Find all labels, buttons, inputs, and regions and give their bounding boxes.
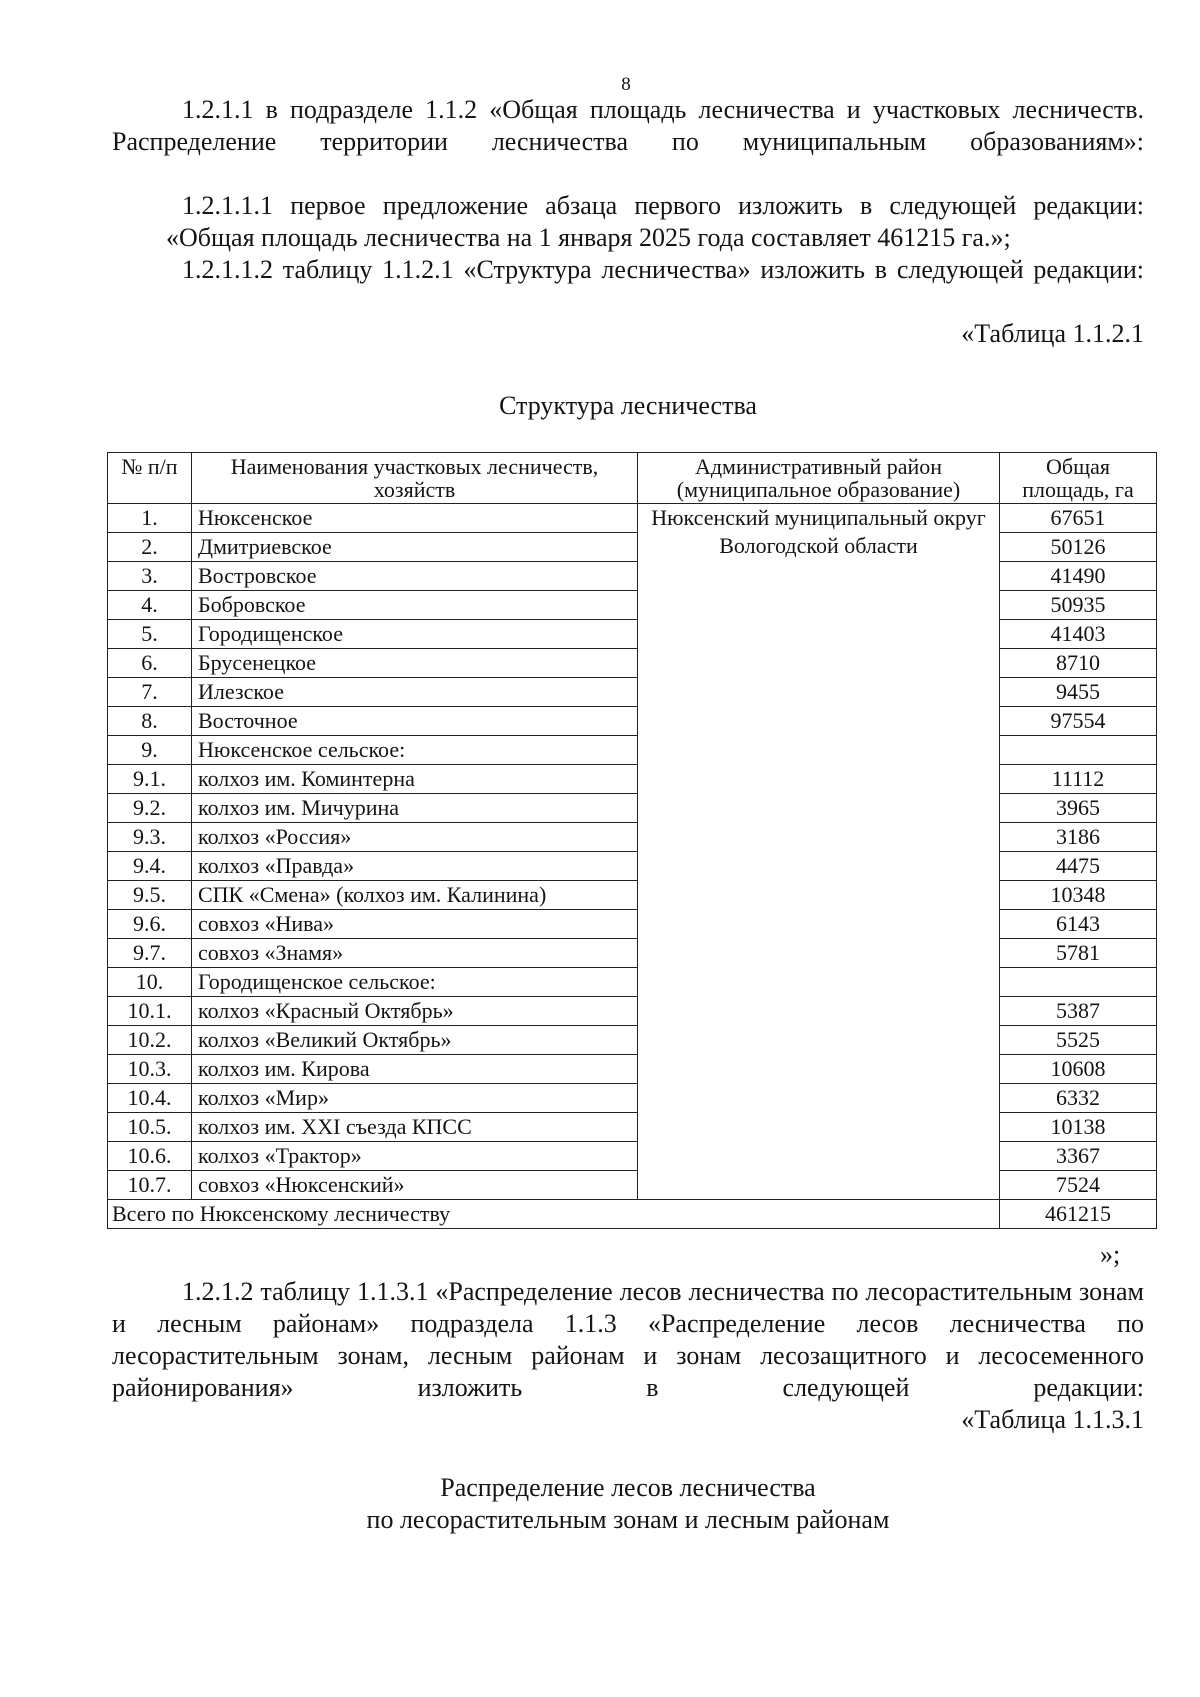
row-area: 10138: [1000, 1113, 1157, 1142]
row-num: 9.5.: [108, 881, 192, 910]
row-name: Бобровское: [192, 591, 638, 620]
row-num: 5.: [108, 620, 192, 649]
row-num: 3.: [108, 562, 192, 591]
total-label: Всего по Нюксенскому лесничеству: [108, 1200, 1000, 1229]
header-num: № п/п: [108, 453, 192, 504]
table-row: [108, 591, 1157, 620]
table-row: [108, 881, 1157, 910]
row-num: 1.: [108, 504, 192, 533]
row-name: колхоз «Мир»: [192, 1084, 638, 1113]
row-num: 10.1.: [108, 997, 192, 1026]
table-row: [108, 620, 1157, 649]
row-num: 9.7.: [108, 939, 192, 968]
header-district: Административный район (муниципальное образование): [638, 453, 1000, 504]
row-area: 10348: [1000, 881, 1157, 910]
row-name: совхоз «Нюксенский»: [192, 1171, 638, 1200]
row-area: [1000, 968, 1157, 997]
header-area: Общая площадь, га: [1000, 453, 1157, 504]
table-2-label: «Таблица 1.1.3.1: [961, 1405, 1144, 1434]
row-num: 9.4.: [108, 852, 192, 881]
row-area: 50126: [1000, 533, 1157, 562]
row-area: 50935: [1000, 591, 1157, 620]
row-name: Городищенское сельское:: [192, 968, 638, 997]
row-area: 4475: [1000, 852, 1157, 881]
row-num: 9.1.: [108, 765, 192, 794]
row-area: 3186: [1000, 823, 1157, 852]
row-name: Дмитриевское: [192, 533, 638, 562]
row-area: 5387: [1000, 997, 1157, 1026]
paragraph-1-2-1-1: 1.2.1.1 в подразделе 1.1.2 «Общая площадь лесничества и участковых лесничеств. Распределение территории лесничества по муниципальным образованиям»:: [112, 95, 1144, 156]
row-area: 5781: [1000, 939, 1157, 968]
table-row: [108, 678, 1157, 707]
paragraph-1-2-1-2: 1.2.1.2 таблицу 1.1.3.1 «Распределение лесов лесничества по лесорастительным зонам и лесным районам» подраздела 1.1.3 «Распределение лесов лесничества по лесорастительным зонам, лесным районам и зонам лесозащитного и лесосеменного районирования» изложить в следующей редакции:: [112, 1277, 1144, 1402]
table-1-label: «Таблица 1.1.2.1: [961, 319, 1144, 348]
table-row: [108, 649, 1157, 678]
row-area: 41403: [1000, 620, 1157, 649]
row-area: 41490: [1000, 562, 1157, 591]
row-num: 10.6.: [108, 1142, 192, 1171]
row-name: СПК «Смена» (колхоз им. Калинина): [192, 881, 638, 910]
row-name: колхоз «Красный Октябрь»: [192, 997, 638, 1026]
table-1-closing-quote: »;: [1100, 1240, 1121, 1269]
row-area: 8710: [1000, 649, 1157, 678]
row-num: 10.: [108, 968, 192, 997]
row-area: 3367: [1000, 1142, 1157, 1171]
table-header-row: [108, 453, 1157, 504]
table-row: [108, 939, 1157, 968]
table-row: [108, 504, 1157, 533]
table-row: [108, 765, 1157, 794]
table-row: [108, 1113, 1157, 1142]
row-num: 10.3.: [108, 1055, 192, 1084]
row-num: 9.3.: [108, 823, 192, 852]
row-area: [1000, 736, 1157, 765]
table-row: [108, 707, 1157, 736]
row-name: колхоз «Правда»: [192, 852, 638, 881]
table-row: [108, 1026, 1157, 1055]
table-row: [108, 997, 1157, 1026]
row-area: 7524: [1000, 1171, 1157, 1200]
row-num: 10.4.: [108, 1084, 192, 1113]
row-num: 2.: [108, 533, 192, 562]
table-row: [108, 794, 1157, 823]
row-name: Брусенецкое: [192, 649, 638, 678]
row-area: 9455: [1000, 678, 1157, 707]
table-row: [108, 852, 1157, 881]
paragraph-1-2-1-1-2: 1.2.1.1.2 таблицу 1.1.2.1 «Структура лесничества» изложить в следующей редакции:: [182, 255, 1144, 284]
table-row: [108, 1171, 1157, 1200]
table-total-row: [108, 1200, 1157, 1229]
row-num: 6.: [108, 649, 192, 678]
row-name: Илезское: [192, 678, 638, 707]
row-num: 9.2.: [108, 794, 192, 823]
table-row: [108, 910, 1157, 939]
row-num: 10.5.: [108, 1113, 192, 1142]
page-number: 8: [621, 74, 631, 95]
paragraph-quote-area: «Общая площадь лесничества на 1 января 2025 года составляет 461215 га.»;: [166, 223, 1011, 252]
table-row: [108, 968, 1157, 997]
row-area: 3965: [1000, 794, 1157, 823]
table-2-title-line-2: по лесорастительным зонам и лесным районам: [366, 1505, 890, 1534]
row-name: совхоз «Нива»: [192, 910, 638, 939]
table-row: [108, 1142, 1157, 1171]
row-num: 9.6.: [108, 910, 192, 939]
row-area: 5525: [1000, 1026, 1157, 1055]
row-area: 6332: [1000, 1084, 1157, 1113]
table-row: [108, 533, 1157, 562]
row-num: 9.: [108, 736, 192, 765]
row-area: 97554: [1000, 707, 1157, 736]
total-area: 461215: [1000, 1200, 1157, 1229]
header-name: Наименования участковых лесничеств, хозяйств: [192, 453, 638, 504]
row-name: совхоз «Знамя»: [192, 939, 638, 968]
row-name: Нюксенское: [192, 504, 638, 533]
row-name: колхоз им. Кирова: [192, 1055, 638, 1084]
row-num: 10.7.: [108, 1171, 192, 1200]
table-row: [108, 1084, 1157, 1113]
row-name: Нюксенское сельское:: [192, 736, 638, 765]
row-area: 10608: [1000, 1055, 1157, 1084]
row-name: Востровское: [192, 562, 638, 591]
row-num: 8.: [108, 707, 192, 736]
row-name: колхоз им. Мичурина: [192, 794, 638, 823]
row-name: колхоз «Трактор»: [192, 1142, 638, 1171]
row-name: колхоз им. XXI съезда КПСС: [192, 1113, 638, 1142]
row-name: Городищенское: [192, 620, 638, 649]
row-name: колхоз им. Коминтерна: [192, 765, 638, 794]
row-name: колхоз «Великий Октябрь»: [192, 1026, 638, 1055]
row-name: Восточное: [192, 707, 638, 736]
row-name: колхоз «Россия»: [192, 823, 638, 852]
table-1-title: Структура лесничества: [499, 391, 757, 420]
district-cell: Нюксенский муниципальный округ Вологодской области: [638, 504, 1000, 1200]
table-row: [108, 823, 1157, 852]
row-num: 4.: [108, 591, 192, 620]
row-area: 11112: [1000, 765, 1157, 794]
forest-structure-table: [107, 452, 1157, 1229]
table-row: [108, 1055, 1157, 1084]
table-row: [108, 562, 1157, 591]
table-2-title-line-1: Распределение лесов лесничества: [440, 1473, 816, 1502]
paragraph-1-2-1-1-1: 1.2.1.1.1 первое предложение абзаца первого изложить в следующей редакции:: [182, 191, 1144, 220]
row-area: 67651: [1000, 504, 1157, 533]
row-num: 7.: [108, 678, 192, 707]
table-row: [108, 736, 1157, 765]
row-num: 10.2.: [108, 1026, 192, 1055]
row-area: 6143: [1000, 910, 1157, 939]
